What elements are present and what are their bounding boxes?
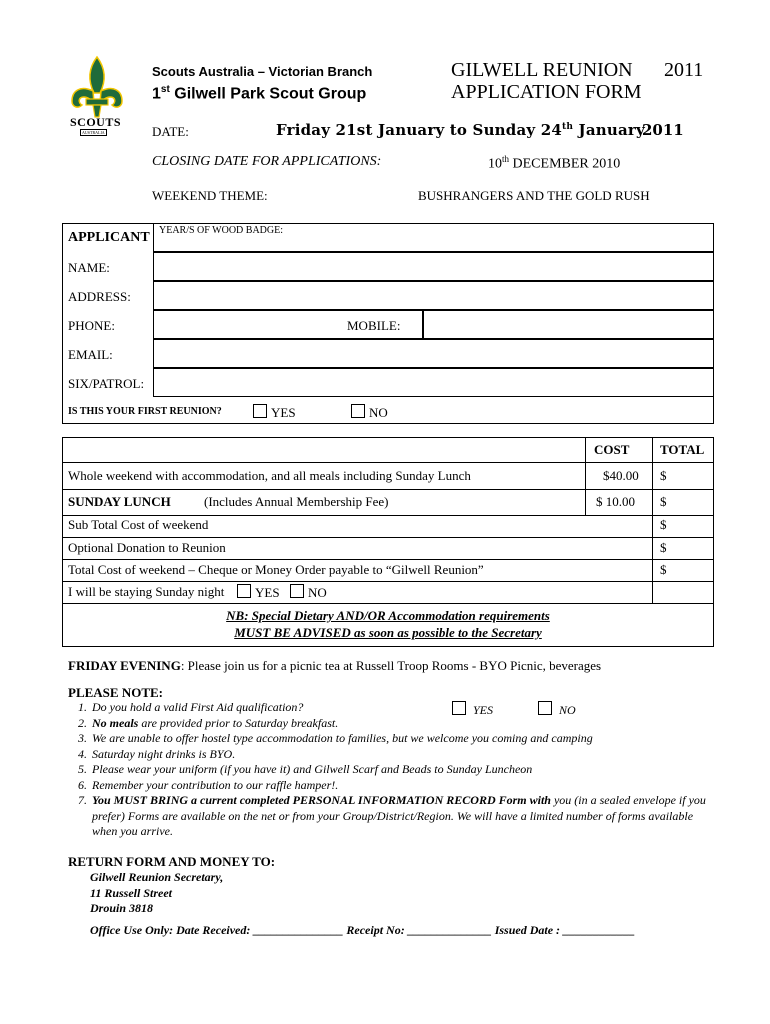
address-field[interactable]: [153, 281, 714, 310]
theme-value: BUSHRANGERS AND THE GOLD RUSH: [418, 188, 650, 203]
six-field[interactable]: [153, 368, 714, 397]
form-year: 2011: [664, 59, 704, 81]
closing-label: CLOSING DATE FOR APPLICATIONS:: [152, 154, 382, 169]
six-label: SIX/PATROL:: [68, 376, 145, 391]
applicant-heading: APPLICANT: [68, 230, 150, 245]
group-name: [152, 84, 366, 103]
note-2-text: are provided prior to Saturday breakfast.: [138, 715, 339, 730]
return-address: [90, 870, 223, 917]
first-reunion-yes[interactable]: [253, 404, 296, 421]
group-rest: Gilwell Park Scout Group: [169, 85, 367, 103]
weekend-cost: $40.00: [603, 468, 639, 483]
no-label: NO: [559, 703, 576, 717]
note-1-text: Do you hold a valid First Aid qualification?: [92, 700, 304, 714]
note-2: [90, 716, 720, 732]
email-field[interactable]: [153, 339, 714, 368]
note-4-text: Saturday night drinks is BYO.: [92, 746, 236, 761]
note-3-text: We are unable to offer hostel type accommodation to families, but we welcome you coming and camping: [92, 731, 593, 745]
yes-label: YES: [255, 585, 280, 600]
event-dates: [276, 121, 645, 139]
return-line-2: 11 Russell Street: [90, 885, 173, 900]
office-use: Office Use Only: Date Received: _______________ Receipt No: ______________ Issued Date : ____________: [90, 923, 636, 937]
friday-label: FRIDAY EVENING: [68, 658, 181, 673]
yes-label: YES: [271, 405, 296, 420]
staying-yes[interactable]: [237, 584, 280, 601]
mobile-field[interactable]: [423, 310, 714, 339]
yes-label: YES: [473, 703, 494, 717]
nb-line-2: MUST BE ADVISED as soon as possible to the Secretary: [234, 625, 542, 640]
note-7-bold: You MUST BRING a current completed PERSONAL INFORMATION RECORD Form with: [92, 793, 551, 807]
group-sup: st: [160, 84, 170, 95]
wood-badge-label: YEAR/S OF WOOD BADGE:: [159, 225, 283, 236]
no-checkbox[interactable]: [538, 701, 552, 715]
row-divider: [62, 462, 714, 463]
note-1: [90, 700, 720, 716]
date-a: Friday 21st January to Sunday 24: [276, 121, 563, 139]
donation-total[interactable]: $: [660, 540, 667, 555]
subtotal-total[interactable]: $: [660, 517, 667, 532]
closing-date: [488, 154, 620, 173]
weekend-total[interactable]: $: [660, 468, 667, 483]
cost-col-line: [585, 437, 586, 515]
date-b: January: [573, 121, 645, 139]
nb-line-1: NB: Special Dietary AND/OR Accommodation requirements: [226, 608, 550, 623]
sunday-cost: $ 10.00: [596, 494, 635, 509]
first-reunion-question: IS THIS YOUR FIRST REUNION?: [68, 406, 222, 417]
yes-checkbox[interactable]: [237, 584, 251, 598]
grand-total-label: Total Cost of weekend – Cheque or Money Order payable to “Gilwell Reunion”: [68, 562, 484, 577]
return-line-3: Drouin 3818: [90, 901, 154, 915]
sunday-note: (Includes Annual Membership Fee): [204, 494, 389, 509]
friday-evening: [68, 658, 601, 674]
note-4: [90, 747, 720, 763]
friday-text: : Please join us for a picnic tea at Russell Troop Rooms - BYO Picnic, beverages: [180, 658, 602, 673]
first-reunion-no[interactable]: [351, 404, 388, 421]
theme-label: WEEKEND THEME:: [152, 188, 268, 203]
row-divider: [62, 559, 714, 560]
note-2-bold: No meals: [92, 715, 139, 730]
row-divider: [62, 581, 714, 582]
date-label: DATE:: [152, 124, 189, 139]
form-title-2: APPLICATION FORM: [451, 81, 642, 103]
row-divider: [62, 489, 714, 490]
form-title-1: GILWELL REUNION: [451, 59, 633, 81]
scouts-logo: [66, 55, 128, 135]
group-num: 1: [152, 85, 161, 103]
note-5-text: Please wear your uniform (if you have it) and Gilwell Scarf and Beads to Sunday Luncheon: [92, 762, 533, 776]
mobile-label: MOBILE:: [347, 318, 401, 333]
no-label: NO: [369, 405, 388, 420]
yes-checkbox[interactable]: [253, 404, 267, 418]
name-label: NAME:: [68, 260, 110, 275]
date-sup: th: [562, 122, 574, 132]
first-aid-yes[interactable]: [452, 701, 493, 718]
row-divider: [62, 603, 714, 604]
staying-label: I will be staying Sunday night: [68, 584, 225, 599]
donation-label: Optional Donation to Reunion: [68, 540, 226, 555]
no-label: NO: [308, 585, 327, 600]
no-checkbox[interactable]: [351, 404, 365, 418]
org-name: Scouts Australia – Victorian Branch: [152, 64, 373, 79]
cost-header: COST: [594, 442, 630, 457]
email-label: EMAIL:: [68, 347, 113, 362]
note-6: [90, 778, 720, 794]
date-year: 2011: [642, 121, 684, 139]
note-3: [90, 731, 720, 747]
note-5: [90, 762, 720, 778]
note-6-text: Remember your contribution to our raffle hamper!.: [92, 777, 339, 792]
sunday-total[interactable]: $: [660, 494, 667, 509]
first-aid-no[interactable]: [538, 701, 576, 718]
weekend-label: Whole weekend with accommodation, and all meals including Sunday Lunch: [68, 468, 471, 483]
note-7-text: you (in a sealed envelope if you prefer) Forms are available on the net or from your Group/District/Region. We will have a limited number of forms available when you arrive.: [92, 793, 706, 838]
closing-sup: th: [502, 154, 510, 164]
logo-word: SCOUTS: [70, 115, 122, 129]
return-heading: RETURN FORM AND MONEY TO:: [68, 854, 276, 869]
closing-rest: DECEMBER 2010: [509, 156, 621, 172]
address-label: ADDRESS:: [68, 289, 131, 304]
name-field[interactable]: [153, 252, 714, 281]
notes-list: [50, 700, 720, 840]
fleur-de-lis-icon: [66, 55, 128, 121]
subtotal-label: Sub Total Cost of weekend: [68, 517, 209, 532]
total-header: TOTAL: [660, 442, 705, 457]
row-divider: [62, 537, 714, 538]
no-checkbox[interactable]: [290, 584, 304, 598]
staying-no[interactable]: [290, 584, 327, 601]
logo-sub: AUSTRALIA: [82, 130, 105, 135]
sunday-label: SUNDAY LUNCH: [68, 494, 171, 509]
grand-total[interactable]: $: [660, 562, 667, 577]
row-divider: [62, 515, 714, 516]
yes-checkbox[interactable]: [452, 701, 466, 715]
closing-day: 10: [488, 156, 502, 172]
phone-label: PHONE:: [68, 318, 115, 333]
return-line-1: Gilwell Reunion Secretary,: [90, 870, 224, 884]
notes-heading: PLEASE NOTE:: [68, 685, 163, 700]
nb-notice: [62, 607, 714, 641]
note-7: [90, 793, 720, 840]
